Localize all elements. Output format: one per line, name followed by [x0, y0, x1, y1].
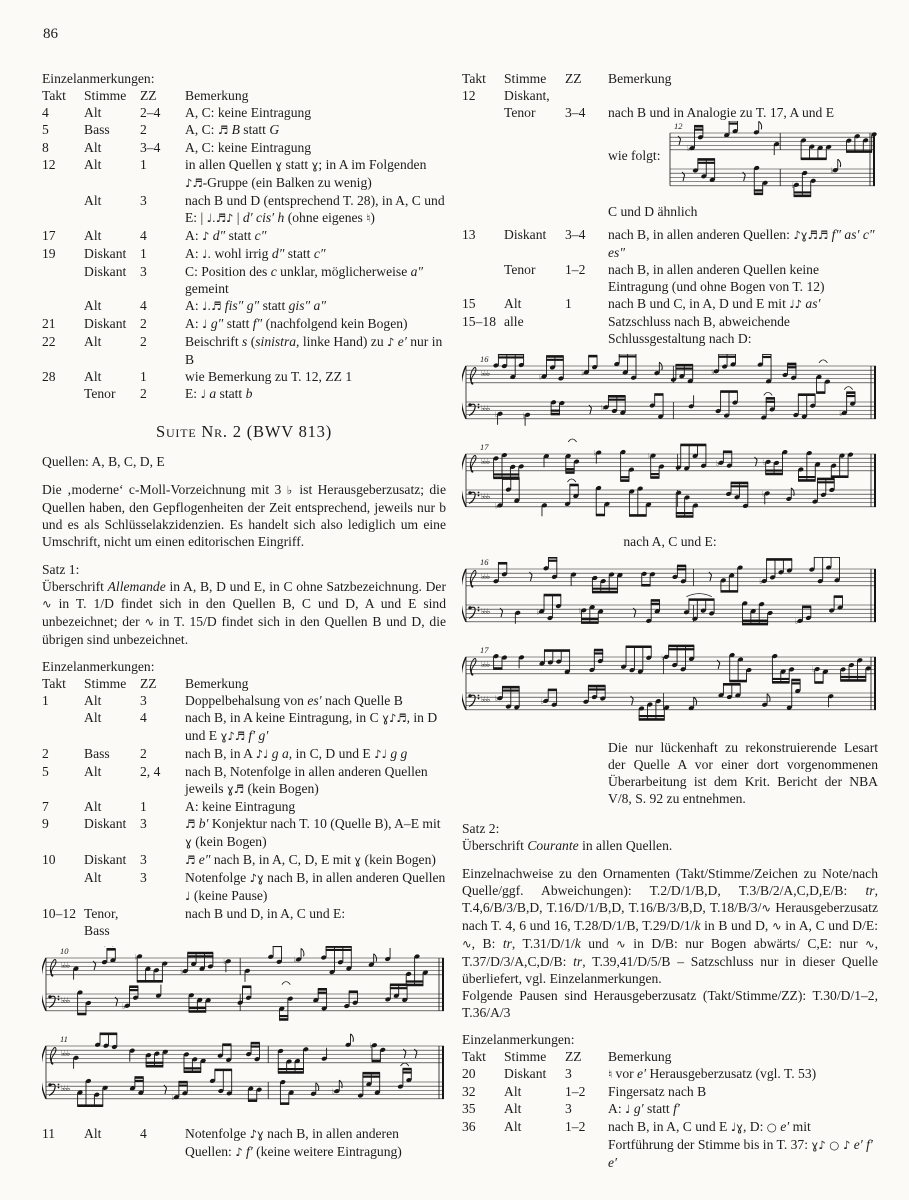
- col-zz: ZZ: [140, 676, 157, 691]
- col-bemerkung: Bemerkung: [608, 1049, 672, 1064]
- svg-text:♭: ♭: [293, 955, 298, 965]
- zz-cell: 4: [140, 710, 147, 725]
- music-example-schluss-nach-d: [462, 354, 878, 530]
- takt-cell: 9: [42, 816, 49, 831]
- bemerkung-cell: A: ♩. wohl irrig d″ statt c″: [185, 246, 326, 261]
- stimme-cell: Alt: [84, 870, 102, 885]
- bemerkung-cell: nach B, in allen anderen Quellen keine Eintragung (und ohne Bogen von T. 12): [608, 262, 825, 294]
- table-row: [42, 333, 446, 368]
- svg-text:♭: ♭: [495, 501, 499, 511]
- table-row: [42, 851, 446, 869]
- svg-text:♭♭♭: ♭♭♭: [61, 996, 70, 1005]
- svg-text:♭: ♭: [830, 166, 835, 176]
- col-bemerkung: Bemerkung: [608, 71, 672, 86]
- takt-cell: 5: [42, 122, 49, 137]
- annotations-table-B: [462, 226, 878, 347]
- stimme-cell: Alt: [84, 799, 102, 814]
- col-takt: Takt: [42, 676, 66, 691]
- svg-text:♭: ♭: [495, 409, 499, 419]
- wie-folgt-block: [608, 121, 878, 199]
- col-takt: Takt: [462, 71, 486, 86]
- svg-text:♭♭♭: ♭♭♭: [481, 572, 490, 581]
- bemerkung-cell: nach B, in A keine Eintragung, in C ɣ♪♬, in D und E ɣ♪♬ f′ g′: [185, 710, 438, 743]
- stimme-cell: Alt: [84, 193, 102, 208]
- col-stimme: Stimme: [504, 1049, 547, 1064]
- c-und-d-note: C und D ähnlich: [608, 204, 698, 219]
- bemerkung-cell: in allen Quellen ɣ statt ɣ; in A im Folgenden ♪♬-Gruppe (ein Balken zu wenig): [185, 157, 427, 190]
- stimme-cell: Alt: [84, 157, 102, 172]
- table-row: [462, 104, 878, 121]
- bemerkung-cell: A: ♩ g′ statt f′: [608, 1101, 680, 1116]
- table-row: [462, 1065, 878, 1083]
- left-column: [42, 70, 446, 1161]
- col-zz: ZZ: [565, 71, 582, 86]
- table-row: [462, 295, 878, 313]
- takt-cell: 32: [462, 1084, 476, 1099]
- svg-text:♭♭♭: ♭♭♭: [61, 961, 70, 970]
- bemerkung-cell: nach B, Notenfolge in allen anderen Quellen jeweils ɣ♬ (kein Bogen): [185, 764, 428, 796]
- zz-cell: 2: [140, 746, 147, 761]
- svg-text:♭: ♭: [495, 694, 499, 704]
- bemerkung-cell: Beischrift s (sinistra, linke Hand) zu ♪ e′ nur in B: [185, 334, 443, 367]
- svg-text:♭♭♭: ♭♭♭: [481, 404, 490, 413]
- bemerkung-cell: A: ♩.♬ fis″ g″ statt gis″ a″: [185, 298, 327, 313]
- bemerkung-cell: A: ♪ d″ statt c″: [185, 228, 267, 243]
- col-stimme: Stimme: [84, 676, 127, 691]
- takt-cell: 20: [462, 1066, 476, 1081]
- table-row: [462, 313, 878, 347]
- svg-text:♭: ♭: [759, 577, 763, 587]
- bemerkung-cell: Doppelbehalsung von es′ nach Quelle B: [185, 693, 403, 708]
- table-row: [42, 709, 446, 745]
- zz-cell: 3: [140, 816, 147, 831]
- annotations-table-A: [462, 87, 878, 121]
- takt-cell: 15: [462, 296, 476, 311]
- svg-text:♭♭♭: ♭♭♭: [481, 492, 490, 501]
- annotations-title-2: Einzelanmerkungen:: [42, 659, 155, 674]
- svg-text:♭♭♭: ♭♭♭: [61, 1049, 70, 1058]
- annotations-table-1: [42, 104, 446, 403]
- table-row: [462, 1083, 878, 1100]
- music-example-measures-10-12: [42, 946, 446, 1122]
- satz2-text: Überschrift Courante in allen Quellen.: [462, 838, 673, 853]
- stimme-cell: Alt: [84, 693, 102, 708]
- suite-heading: Suite Nr. 2 (BWV 813): [155, 422, 333, 441]
- zz-cell: 3: [140, 193, 147, 208]
- takt-cell: 2: [42, 746, 49, 761]
- intro-paragraph: Die ‚moderne‘ c-Moll-Vorzeichnung mit 3 ♭ ist Herausgeberzusatz; die Quellen haben, den Gepflogenheiten der Zeit entsprechend, jeweils nur b und es als Schlüsselakzidenzien. Es handelt sich also lediglich um eine Umschrift, nicht um einen editorischen Eingriff.: [42, 482, 446, 549]
- quellen-line: Quellen: A, B, C, D, E: [42, 454, 165, 469]
- table-row: [462, 226, 878, 261]
- stimme-cell: Diskant: [84, 852, 127, 867]
- bemerkung-cell: A: keine Eintragung: [185, 799, 296, 814]
- zz-cell: 4: [140, 298, 147, 313]
- zz-cell: 1–2: [565, 1119, 586, 1134]
- stimme-cell: Diskant: [504, 1066, 547, 1081]
- svg-text:♭: ♭: [648, 451, 652, 461]
- bemerkung-cell: nach B und C, in A, D und E mit ♩♪ as′: [608, 296, 821, 311]
- svg-text:♭: ♭: [661, 652, 665, 662]
- svg-text:♭: ♭: [795, 616, 799, 626]
- takt-cell: 15–18: [462, 314, 496, 329]
- table-row: [462, 1118, 878, 1171]
- zz-cell: 1–2: [565, 262, 586, 277]
- bemerkung-cell: nach B und in Analogie zu T. 17, A und E: [608, 105, 835, 120]
- stimme-cell: Tenor, Bass: [84, 906, 119, 938]
- music-example-measure-12: [666, 121, 878, 199]
- takt-cell: 7: [42, 799, 49, 814]
- svg-text:16: 16: [480, 354, 489, 364]
- bemerkung-cell: wie Bemerkung zu T. 12, ZZ 1: [185, 369, 353, 384]
- stimme-cell: Alt: [504, 1101, 522, 1116]
- bemerkung-cell: ♬ b′ Konjektur nach T. 10 (Quelle B), A–E mit ɣ (kein Bogen): [185, 816, 441, 849]
- svg-text:17: 17: [480, 645, 489, 655]
- bemerkung-cell: A: ♩ g″ statt f″ (nachfolgend kein Bogen): [185, 316, 408, 331]
- stimme-cell: Diskant: [84, 246, 127, 261]
- svg-text:♭: ♭: [581, 368, 585, 378]
- nach-ace-caption: nach A, C und E:: [623, 534, 717, 549]
- page-number: 86: [43, 26, 58, 42]
- svg-text:12: 12: [674, 121, 683, 131]
- bemerkung-cell: A, C: keine Eintragung: [185, 105, 312, 120]
- table-row: [42, 869, 446, 905]
- zz-cell: 3–4: [565, 105, 586, 120]
- zz-cell: 3: [140, 870, 147, 885]
- table-row: [42, 192, 446, 227]
- takt-cell: 4: [42, 105, 49, 120]
- zz-cell: 3: [140, 264, 147, 279]
- zz-cell: 2: [140, 316, 147, 331]
- stimme-cell: Alt: [84, 228, 102, 243]
- stimme-cell: alle: [504, 314, 524, 329]
- zz-cell: 2–4: [140, 105, 161, 120]
- annotations-table-2-tail: [42, 1125, 446, 1161]
- table3-header: [462, 1048, 878, 1065]
- svg-text:♭♭♭: ♭♭♭: [61, 1084, 70, 1093]
- svg-text:16: 16: [480, 557, 489, 567]
- zz-cell: 2: [140, 334, 147, 349]
- table-row: [42, 1125, 446, 1161]
- table-row: [462, 1100, 878, 1118]
- svg-text:♭: ♭: [839, 408, 843, 418]
- ornamente-paragraph: Einzelnachweise zu den Ornamenten (Takt/Stimme/Zeichen zu Note/nach Quelle/ggf. Abweichungen): T.2/D/1/B,D, T.3/B/2/A,C,D,E/B: tr, T.4,6/B/3/B,D, T.16/D/1/B,D, T.16/B/3/B,D, T.18/B/3/∿ Herausgeberzusatz nach T. 4, 6 und 16, T.28/D/1/B, T.29/D/1/k in B und D, ∿ in A, C und D/E: ∿, B: tr, T.31/D/1/k und ∿ in D/B: nur Bogen abwärts/ C,E: nur ∿, T.37/D/3/A,C,D/B: tr, T.39,41/D/5/B – Satzschluss nur in dieser Quelle überliefert, vgl. Einzelanmerkungen.: [462, 866, 879, 986]
- svg-text:♭♭♭: ♭♭♭: [481, 607, 490, 616]
- right-column: [462, 70, 878, 1171]
- stimme-cell: Alt: [84, 105, 102, 120]
- bemerkung-cell: ♬ e″ nach B, in A, C, D, E mit ɣ (kein Bogen): [185, 852, 436, 867]
- stimme-cell: Bass: [84, 122, 110, 137]
- takt-cell: 21: [42, 316, 56, 331]
- svg-text:♭: ♭: [171, 1093, 176, 1103]
- takt-cell: 19: [42, 246, 56, 261]
- table-row: [42, 798, 446, 815]
- svg-text:♭♭♭: ♭♭♭: [481, 695, 490, 704]
- takt-cell: 12: [42, 157, 56, 172]
- takt-cell: 11: [42, 1126, 56, 1141]
- svg-text:♭: ♭: [687, 144, 692, 154]
- table-row: [42, 139, 446, 156]
- svg-text:♭: ♭: [369, 1041, 373, 1051]
- svg-text:♭: ♭: [540, 696, 545, 706]
- svg-text:11: 11: [60, 1034, 68, 1044]
- zz-cell: 2: [140, 386, 147, 401]
- bemerkung-cell: A, C: keine Eintragung: [185, 140, 312, 155]
- svg-text:♭: ♭: [763, 457, 767, 467]
- col-stimme: Stimme: [84, 88, 127, 103]
- takt-cell: 35: [462, 1101, 476, 1116]
- zz-cell: 1: [565, 296, 572, 311]
- svg-text:♭: ♭: [762, 489, 766, 499]
- tableA-header: [462, 70, 878, 87]
- svg-text:♭: ♭: [539, 372, 543, 382]
- stimme-cell: Diskant: [84, 316, 127, 331]
- col-stimme: Stimme: [504, 71, 547, 86]
- satz1-label: Satz 1:: [42, 562, 80, 577]
- stimme-cell: Tenor: [84, 386, 116, 401]
- col-takt: Takt: [462, 1049, 486, 1064]
- annotations-table-2: [42, 692, 446, 939]
- svg-text:♭: ♭: [331, 1087, 336, 1097]
- table-row: [42, 905, 446, 939]
- stimme-cell: Alt: [504, 296, 522, 311]
- stimme-cell: Diskant: [504, 227, 547, 242]
- svg-text:♭: ♭: [601, 403, 605, 413]
- svg-text:♭: ♭: [522, 410, 527, 420]
- takt-cell: 12: [462, 88, 476, 103]
- svg-text:17: 17: [480, 442, 489, 452]
- stimme-cell: Alt: [84, 334, 102, 349]
- table-row: [42, 763, 446, 798]
- zz-cell: 1: [140, 157, 147, 172]
- stimme-cell: Tenor: [504, 105, 536, 120]
- table-row: [462, 87, 878, 104]
- zz-cell: 1: [140, 246, 147, 261]
- table-row: [42, 368, 446, 385]
- zz-cell: 3: [565, 1066, 572, 1081]
- stimme-cell: Bass: [84, 746, 110, 761]
- stimme-cell: Alt: [504, 1119, 522, 1134]
- zz-cell: 4: [140, 1126, 147, 1141]
- zz-cell: 3–4: [565, 227, 586, 242]
- col-bemerkung: Bemerkung: [185, 88, 249, 103]
- svg-text:♭: ♭: [791, 180, 796, 190]
- zz-cell: 1: [140, 799, 147, 814]
- zz-cell: 3: [140, 693, 147, 708]
- zz-cell: 3: [140, 852, 147, 867]
- svg-text:♭♭♭: ♭♭♭: [481, 457, 490, 466]
- table-row: [42, 745, 446, 763]
- svg-text:♭: ♭: [593, 448, 598, 458]
- takt-cell: 5: [42, 764, 49, 779]
- table-row: [42, 385, 446, 403]
- annotations-table-3: [462, 1065, 878, 1171]
- bemerkung-cell: ♮ vor e′ Herausgeberzusatz (vgl. T. 53): [608, 1066, 817, 1081]
- table1-header: [42, 87, 446, 104]
- zz-cell: 2: [140, 122, 147, 137]
- col-bemerkung: Bemerkung: [185, 676, 249, 691]
- svg-text:♭: ♭: [812, 665, 816, 675]
- takt-cell: 10–12: [42, 906, 76, 921]
- svg-text:♭: ♭: [223, 957, 227, 967]
- svg-text:♭: ♭: [715, 458, 720, 468]
- stimme-cell: Alt: [84, 710, 102, 725]
- stimme-cell: Alt: [84, 764, 102, 779]
- takt-cell: 36: [462, 1119, 476, 1134]
- bemerkung-cell: nach B, in A, C und E ♩ɣ, D: ○ e′ mit Fortführung der Stimme bis in T. 37: ɣ♪ ○ ♪ e′ f′ e′: [608, 1119, 873, 1170]
- bemerkung-cell: Notenfolge ♪ɣ nach B, in allen anderen Quellen: ♪ f′ (keine weitere Eintragung): [185, 1126, 402, 1159]
- bemerkung-cell: nach B und D, in A, C und E:: [185, 906, 346, 921]
- takt-cell: 8: [42, 140, 49, 155]
- takt-cell: 17: [42, 228, 56, 243]
- table-row: [42, 156, 446, 192]
- svg-text:♭: ♭: [578, 606, 583, 616]
- annotations-title-1: Einzelanmerkungen:: [42, 71, 155, 86]
- stimme-cell: Diskant,: [504, 88, 550, 103]
- satz2-label: Satz 2:: [462, 821, 500, 836]
- table-row: [462, 261, 878, 295]
- satz1-paragraph: Überschrift Allemande in A, B, D und E, in C ohne Satzbezeichnung. Der ∿ in T. 1/D findet sich in den Quellen B, C und D, A und E sind unbezeichnet; der ∿ in T. 15/D findet sich in den Quellen B und D, die übrigen sind unbezeichnet.: [42, 579, 447, 647]
- svg-text:♭: ♭: [711, 367, 715, 377]
- table-row: [42, 245, 446, 263]
- stimme-cell: Tenor: [504, 262, 536, 277]
- bemerkung-cell: E: ♩ a statt b: [185, 386, 253, 401]
- svg-text:♭♭♭: ♭♭♭: [481, 660, 490, 669]
- svg-text:♭: ♭: [536, 607, 541, 617]
- zz-cell: 1: [140, 369, 147, 384]
- pausen-paragraph: Folgende Pausen sind Herausgeberzusatz (Takt/Stimme/ZZ): T.30/D/1–2, T.36/A/3: [462, 988, 878, 1020]
- table-row: [42, 121, 446, 139]
- bemerkung-cell: A, C: ♬ B statt G: [185, 122, 280, 137]
- table2-header: [42, 675, 446, 692]
- bemerkung-cell: nach B und D (entsprechend T. 28), in A, C und E: | ♩.♬♪ | d′ cis′ h (ohne eigenes ♮): [185, 193, 445, 225]
- takt-cell: 28: [42, 369, 56, 384]
- lesart-paragraph: Die nur lückenhaft zu rekonstruierende Lesart der Quelle A vor einer dort vorgenommenen Überarbeitung ist dem Krit. Bericht der NBA V/8, S. 92 zu entnehmen.: [608, 740, 878, 806]
- col-zz: ZZ: [140, 88, 157, 103]
- bemerkung-cell: Fingersatz nach B: [608, 1084, 707, 1099]
- stimme-cell: Diskant: [84, 264, 127, 279]
- table-row: [42, 692, 446, 709]
- col-zz: ZZ: [565, 1049, 582, 1064]
- stimme-cell: Alt: [84, 298, 102, 313]
- takt-cell: 22: [42, 334, 56, 349]
- table-row: [42, 297, 446, 315]
- stimme-cell: Alt: [84, 369, 102, 384]
- stimme-cell: Alt: [504, 1084, 522, 1099]
- table-row: [42, 104, 446, 121]
- bemerkung-cell: Notenfolge ♪ɣ nach B, in allen anderen Quellen ♩ (keine Pause): [185, 870, 446, 903]
- music-example-schluss-nach-ace: [462, 557, 878, 733]
- bemerkung-cell: C: Position des c unklar, möglicherweise a″ gemeint: [185, 264, 424, 296]
- bemerkung-cell: nach B, in allen anderen Quellen: ♪ɣ♬♬ f″ as′ c″ es″: [608, 227, 875, 260]
- zz-cell: 4: [140, 228, 147, 243]
- takt-cell: 13: [462, 227, 476, 242]
- stimme-cell: Diskant: [84, 816, 127, 831]
- table-row: [42, 315, 446, 333]
- svg-text:♭♭♭: ♭♭♭: [481, 369, 490, 378]
- bemerkung-cell: nach B, in A ♪♩ g a, in C, D und E ♪♩ g g: [185, 746, 408, 761]
- zz-cell: 3: [565, 1101, 572, 1116]
- svg-text:♭: ♭: [134, 952, 139, 962]
- zz-cell: 1–2: [565, 1084, 586, 1099]
- stimme-cell: Alt: [84, 140, 102, 155]
- svg-text:10: 10: [60, 946, 69, 956]
- stimme-cell: Alt: [84, 1126, 102, 1141]
- table-row: [42, 227, 446, 245]
- wie-folgt-label: wie folgt:: [608, 148, 661, 163]
- svg-text:♭: ♭: [122, 1001, 126, 1011]
- table-row: [42, 815, 446, 851]
- table-row: [42, 263, 446, 297]
- takt-cell: 10: [42, 852, 56, 867]
- takt-cell: 1: [42, 693, 49, 708]
- zz-cell: 3–4: [140, 140, 161, 155]
- zz-cell: 2, 4: [140, 764, 161, 779]
- bemerkung-cell: Satzschluss nach B, abweichende Schlussgestaltung nach D:: [608, 314, 790, 346]
- annotations-title-3: Einzelanmerkungen:: [462, 1032, 575, 1047]
- col-takt: Takt: [42, 88, 66, 103]
- svg-text:♭: ♭: [180, 967, 184, 977]
